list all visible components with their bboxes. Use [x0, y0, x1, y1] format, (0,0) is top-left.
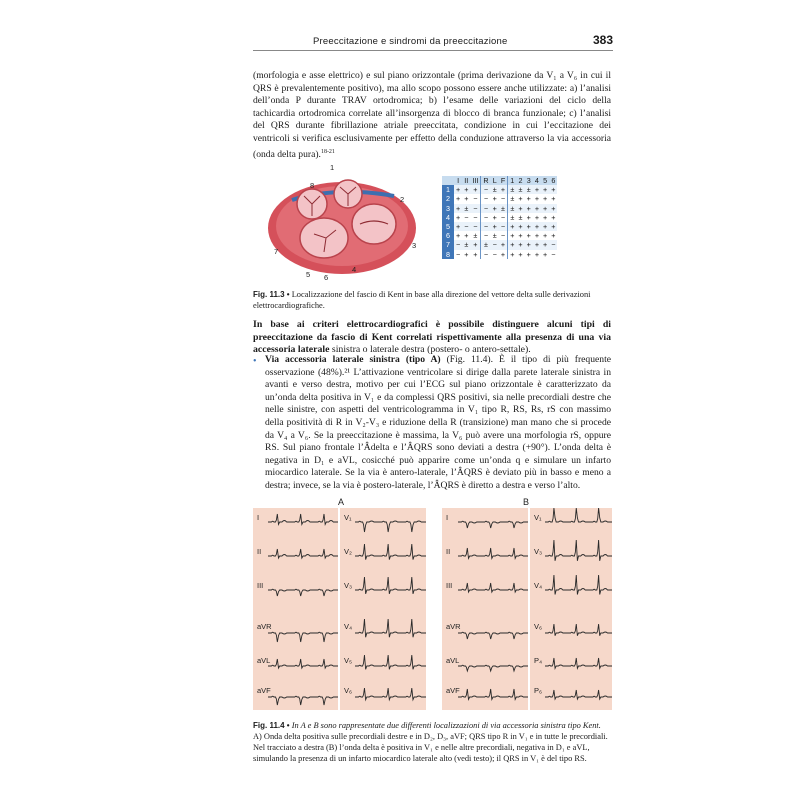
ecg-trace-8 [355, 577, 426, 594]
table-cell: + [543, 194, 548, 204]
table-cell: + [518, 231, 523, 241]
table-cell: + [551, 185, 556, 195]
table-cell: ± [525, 185, 533, 194]
table-cell: + [518, 240, 523, 250]
table-cell: − [481, 194, 491, 203]
table-cell: ± [462, 204, 470, 213]
kent-position-7: 7 [274, 247, 279, 256]
table-cell: + [518, 249, 523, 259]
lead-label: III [257, 581, 264, 590]
table-cell: − [481, 231, 491, 240]
ecg-trace-19 [545, 540, 612, 561]
table-header-cell: R [481, 176, 491, 185]
table-cell: + [492, 212, 497, 222]
table-cell: − [481, 204, 491, 213]
table-cell: ± [473, 231, 478, 241]
table-cell: ± [508, 204, 517, 213]
table-cell: + [508, 222, 517, 231]
kent-position-3: 3 [412, 241, 417, 250]
table-cell: + [499, 240, 508, 249]
table-cell: − [473, 212, 478, 222]
table-cell: + [543, 240, 548, 250]
lead-label: aVL [446, 656, 460, 665]
table-cell: + [543, 249, 548, 259]
lead-label: V₄ [344, 622, 353, 631]
table-cell: ± [462, 240, 470, 249]
table-cell: − [473, 194, 478, 204]
ecg-trace-4 [268, 659, 338, 668]
page-number: 383 [592, 33, 613, 47]
table-cell: + [499, 185, 508, 194]
table-cell: + [456, 203, 461, 213]
table-cell: + [551, 194, 556, 204]
table-cell: − [551, 240, 556, 250]
table-cell: + [551, 231, 556, 241]
ecg-trace-2 [268, 589, 338, 596]
table-cell: + [456, 194, 461, 204]
ecg-trace-15 [458, 632, 528, 639]
lead-label: aVL [257, 656, 271, 665]
table-row-number: 1 [442, 185, 454, 194]
table-row-number: 4 [442, 213, 454, 222]
table-cell: + [518, 222, 523, 232]
table-cell: + [470, 240, 481, 249]
table-cell: + [508, 240, 517, 249]
table-cell: + [534, 185, 540, 195]
table-cell: − [492, 249, 497, 259]
table-cell: + [534, 203, 540, 213]
ecg-trace-0 [268, 514, 338, 524]
ecg-trace-12 [458, 521, 528, 528]
lead-label: aVR [446, 622, 461, 631]
ecg-trace-11 [355, 688, 426, 700]
ecg-trace-14 [458, 583, 528, 592]
chapter-title: Preeccitazione e sindromi da preeccitazione [313, 36, 508, 47]
table-cell: ± [508, 185, 517, 194]
table-cell: − [500, 194, 506, 204]
table-header-cell: 1 [508, 176, 517, 185]
table-row-number: 5 [442, 222, 454, 231]
intro-reference: 18-21 [320, 148, 335, 155]
table-cell: + [551, 203, 556, 213]
ecg-trace-7 [355, 544, 426, 560]
table-cell: − [499, 222, 508, 231]
ecg-trace-1 [268, 549, 338, 558]
table-cell: + [464, 185, 469, 195]
ecg-trace-9 [355, 619, 426, 637]
ecg-trace-18 [545, 508, 612, 522]
table-cell: + [473, 249, 478, 259]
lead-label: P₄ [534, 656, 543, 665]
kent-position-6: 6 [324, 273, 329, 280]
ecg-trace-6 [355, 521, 426, 532]
table-row-number: 8 [442, 250, 454, 259]
section-lead-normal: sinistra o laterale destra (postero- o antero-settale). [329, 344, 531, 356]
ecg-trace-23 [545, 690, 612, 699]
table-cell: − [551, 249, 556, 259]
panel-a-letter: A [338, 497, 345, 507]
table-cell: ± [508, 194, 517, 203]
table-cell: + [464, 231, 469, 241]
figure-11-4-text: A) Onda delta positiva sulle precordiali destre e in D₂, D₃, aVF; QRS tipo R in V₁ e in tutte le precordiali. Nel tracciato a destra (B) l’onda delta è positiva in V₁ e nelle altre precordiali, negativa in D₁ e aVL, simulando la presenza di un infarto miocardico laterale alto (vedi testo); il QRS in V₁ è del tipo RS. [253, 732, 608, 763]
table-cell: + [534, 240, 540, 250]
table-row-number: 2 [442, 194, 454, 203]
table-cell: − [456, 249, 461, 259]
kent-position-4: 4 [352, 265, 357, 274]
ecg-trace-17 [458, 689, 528, 699]
lead-label: V₂ [344, 547, 352, 556]
table-cell: + [543, 212, 548, 222]
ecg-trace-21 [545, 624, 612, 636]
lead-label: V₄ [534, 581, 543, 590]
table-header-cell: II [462, 176, 470, 185]
kent-position-2: 2 [400, 195, 405, 204]
figure-11-3-text: Localizzazione del fascio di Kent in base alla direzione del vettore delta sulle derivazioni elettrocardiografiche. [253, 290, 591, 310]
table-cell: + [508, 231, 517, 240]
table-cell: + [526, 212, 531, 222]
lead-label: III [446, 581, 453, 590]
table-cell: ± [491, 185, 499, 194]
table-header-cell: 5 [541, 176, 549, 185]
table-cell: + [492, 222, 497, 232]
table-cell: + [456, 212, 461, 222]
table-cell: + [492, 203, 497, 213]
lead-label: V₁ [534, 513, 542, 522]
table-cell: + [464, 194, 469, 204]
table-cell: + [534, 212, 540, 222]
table-cell: − [470, 222, 481, 231]
intro-text: (morfologia e asse elettrico) e sul piano orizzontale (prima derivazione da V₁ a V₆ in cui il QRS è prevalentemente positivo), ma allo scopo possono essere anche utilizzate: a) l’analisi dell’onda P durante TRAV ortodromica; b) l’esame delle variazioni del ciclo della tachicardia ortodromica correlate all’insorgenza di blocco di branca funzionale; c) l’analisi del QRS durante fibrillazione atriale preeccitata, condizione in cui l’eccitazione dei ventricoli si verifica esclusivamente per effetto della conduzione attraverso la via accessoria (onda delta pura). [253, 70, 611, 160]
lead-label: V₃ [344, 581, 353, 590]
table-cell: + [551, 222, 556, 232]
table-cell: + [543, 231, 548, 241]
table-cell: + [456, 222, 461, 232]
table-cell: + [470, 185, 481, 194]
lead-label: I [257, 513, 260, 522]
section-lead-bold: In base ai criteri elettrocardiografici è possibile distinguere alcuni tipi di preeccitazione da fascio di Kent correlati rispettivamente alla presenza di una via accessoria laterale [253, 319, 611, 356]
table-header-cell: 6 [549, 176, 557, 185]
table-header-cell: F [499, 176, 508, 185]
table-cell: + [518, 203, 523, 213]
table-cell: + [526, 249, 531, 259]
ecg-trace-16 [458, 665, 528, 671]
table-cell: ± [481, 240, 491, 249]
ecg-trace-10 [355, 655, 426, 669]
bullet-heading: Via accessoria laterale sinistra (tipo A) [265, 354, 441, 365]
lead-label: V₆ [344, 686, 353, 695]
table-cell: − [456, 240, 461, 250]
figure-11-4-caption [253, 720, 611, 764]
table-header-cell: L [491, 176, 499, 185]
ecg-trace-5 [268, 696, 338, 705]
bullet-text: (Fig. 11.4). È il tipo di più frequente osservazione (48%).²¹ L’attivazione ventricolare si dirige dalla parete laterale sinistra in avanti e verso destra, motivo per cui l’ECG sul piano orizzontale è caratterizzato da un’onda delta positiva in V₁ e da complessi QRS positivi, sia nelle precordiali destre che nelle sinistre, con aspetti del ventricologramma in V₁ tipo R, RS, Rs, rS con massimo della positività di R in V₂-V₃ e riduzione della R (transizione) man mano che si procede da V₄ a V₆. Se la preeccitazione è massima, la V₆ può avere una morfologia rS, oppure RS. Sul piano frontale l’Âdelta e l’ÂQRS sono deviati a destra (+90°). L’onda delta è negativa in D₁ e aVL, cosicché può apparire come un’onda q e simulare un infarto miocardico laterale. Se la via è antero-laterale, l’ÂQRS è deviato più in basso e meno a destra; invece, se la via è postero-laterale, l’ÂQRS è diretto a destra e verso l’alto. [265, 354, 612, 491]
table-header-cell: 2 [516, 176, 524, 185]
table-cell: − [492, 240, 497, 250]
ecg-trace-13 [458, 548, 528, 558]
table-cell: + [518, 194, 523, 204]
bullet-marker: • [253, 356, 257, 367]
table-cell: ± [508, 213, 517, 222]
table-cell: ± [518, 212, 523, 222]
ecg-trace-20 [545, 575, 612, 595]
lead-label: aVF [257, 686, 271, 695]
lead-label: V₆ [534, 622, 543, 631]
lead-label: P₆ [534, 686, 543, 695]
table-cell: + [456, 185, 461, 195]
table-cell: + [534, 222, 540, 232]
table-cell: + [526, 222, 531, 232]
table-header-cell: I [454, 176, 462, 185]
lead-label: V₃ [534, 547, 543, 556]
kent-position-1: 1 [330, 163, 335, 172]
table-cell: + [534, 249, 540, 259]
lead-label: II [257, 547, 262, 556]
lead-label: I [446, 513, 449, 522]
ecg-trace-22 [545, 658, 612, 668]
table-header-cell: 3 [525, 176, 533, 185]
table-cell: − [481, 185, 491, 194]
lead-label: aVR [257, 622, 272, 631]
table-row-number: 7 [442, 240, 454, 249]
table-cell: + [526, 194, 531, 204]
figure-11-4-italic: In A e B sono rappresentate due differenti localizzazioni di via accessoria sinistra tipo Kent. [291, 721, 601, 730]
lead-label: V₁ [344, 513, 352, 522]
table-cell: + [551, 212, 556, 222]
ecg-trace-3 [268, 632, 338, 642]
panel-b-letter: B [523, 497, 530, 507]
table-cell: − [470, 204, 481, 213]
table-cell: − [464, 222, 469, 232]
table-cell: + [526, 203, 531, 213]
table-cell: − [500, 231, 506, 241]
table-cell: + [534, 231, 540, 241]
table-header-cell: III [470, 176, 481, 185]
table-header-cell: 4 [533, 176, 541, 185]
table-cell: + [543, 185, 548, 195]
lead-label: V₅ [344, 656, 353, 665]
table-cell: − [464, 212, 469, 222]
table-cell: ± [499, 204, 508, 213]
table-cell: + [526, 240, 531, 250]
table-cell: ± [516, 185, 524, 194]
table-cell: + [543, 203, 548, 213]
figure-11-4-label: Fig. 11.4 • [253, 721, 290, 730]
table-cell: + [456, 231, 461, 241]
table-row-number: 6 [442, 231, 454, 240]
table-row-number: 3 [442, 204, 454, 213]
table-cell: + [492, 194, 497, 204]
table-cell: + [508, 250, 517, 259]
table-cell: − [481, 250, 491, 259]
kent-position-5: 5 [306, 270, 311, 279]
table-cell: + [464, 249, 469, 259]
table-cell: + [526, 231, 531, 241]
figure-11-3-label: Fig. 11.3 • [253, 290, 290, 299]
lead-label: II [446, 547, 451, 556]
table-cell: − [500, 212, 506, 222]
table-cell: + [543, 222, 548, 232]
table-cell: − [481, 222, 491, 231]
table-cell: ± [492, 231, 497, 241]
table-cell: + [534, 194, 540, 204]
table-cell: − [481, 213, 491, 222]
kent-position-8: 8 [310, 181, 315, 190]
lead-label: aVF [446, 686, 460, 695]
table-cell: + [500, 249, 506, 259]
